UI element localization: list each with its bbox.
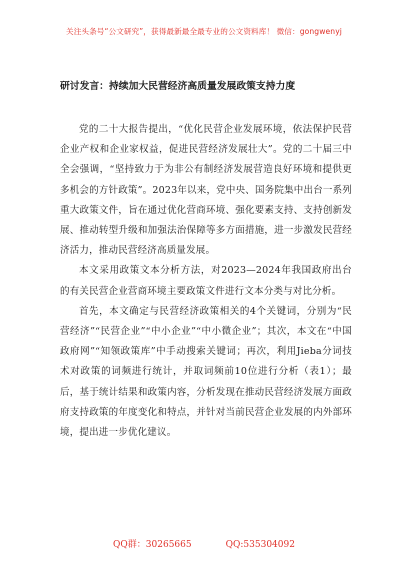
footer-qq: QQ:535304092	[225, 540, 295, 550]
header-banner: 关注头条号“公文研究”，获得最新最全最专业的公文资料库！ 微信：gongwenyj	[66, 27, 342, 36]
document-body	[60, 120, 352, 443]
footer-contact	[0, 537, 408, 550]
footer-qq-group: QQ群：30265665	[113, 540, 192, 550]
paragraph-2: 本文采用政策文本分析方法，对2023—2024年我国政府出台的有关民营企业营商环境主要政策文件进行文本分类与对比分析。	[60, 265, 352, 297]
document-title: 研讨发言：持续加大民营经济高质量发展政策支持力度	[60, 81, 296, 92]
paragraph-1: 党的二十大报告提出，“优化民营企业发展环境，依法保护民营企业产权和企业家权益，促进民营经济发展壮大”。党的二十届三中全会强调，“坚持致力于为非公有制经济发展营造良好环境和提供更多机会的方针政策”。2023年以来，党中央、国务院集中出台一系列重大政策文件，旨在通过优化营商环境、强化要素支持、支持创新发展、推动转型升级和加强法治保障等多方面措施，进一步激发民营经济活力，推动民营经济高质量发展。	[60, 124, 352, 257]
paragraph-3: 首先，本文确定与民营经济政策相关的4个关键词，分别为“民营经济”“民营企业”“中小企业”“中小微企业”；其次，本文在“中国政府网”“知领政策库”中手动搜索关键词；再次，利用Jieba分词技术对政策的词频进行统计，并取词频前10位进行分析（表1）；最后，基于统计结果和政策内容，分析发现在推动民营经济发展方面政府支持政策的年度变化和特点，并针对当前民营企业发展的内外部环境，提出进一步优化建议。	[60, 305, 352, 439]
